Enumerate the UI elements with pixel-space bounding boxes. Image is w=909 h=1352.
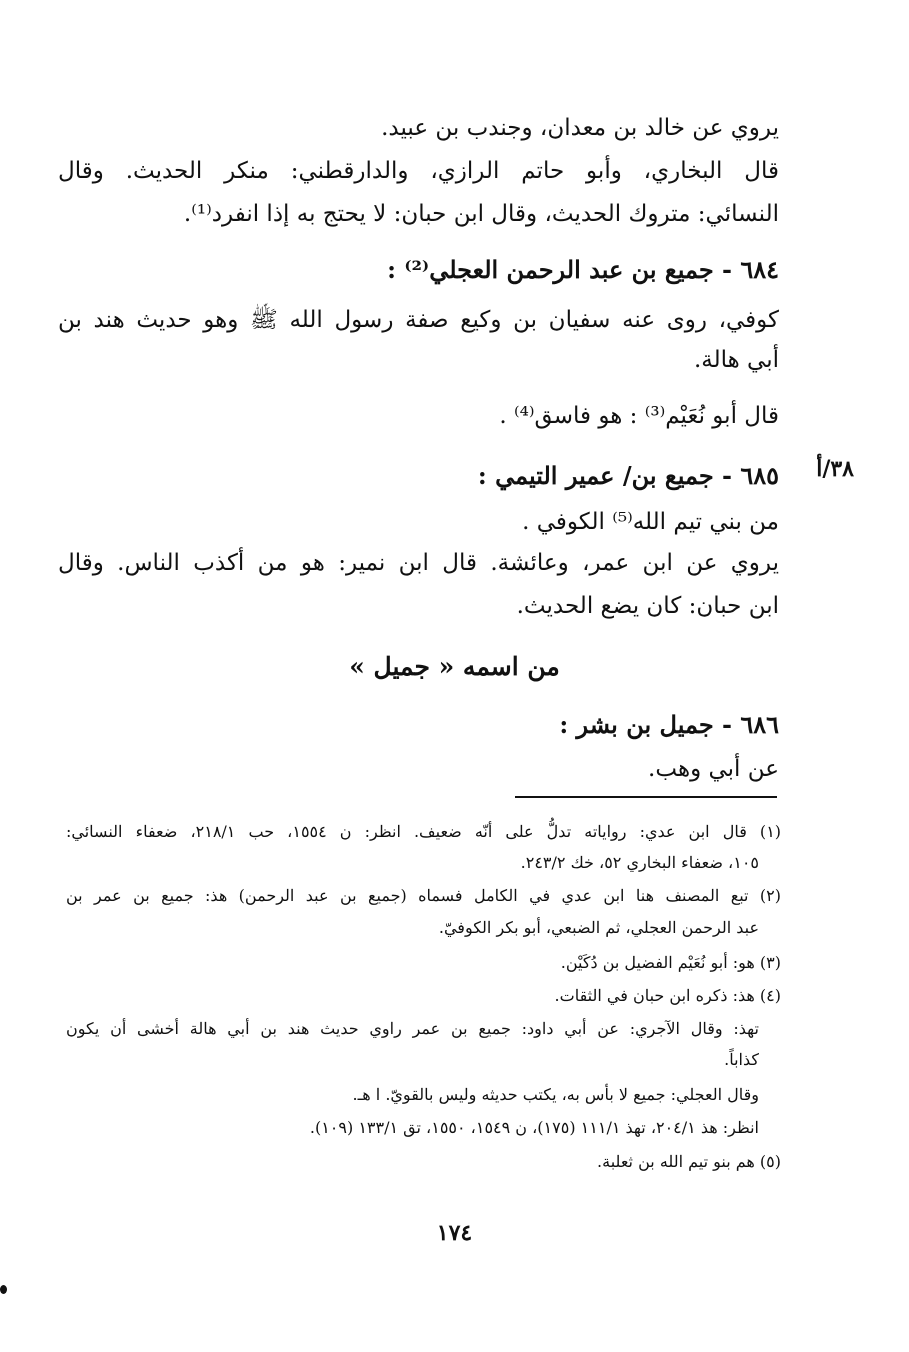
body-line-10: يروي عن ابن عمر، وعائشة. قال ابن نمير: هو من أكذب الناس. وقال	[58, 550, 779, 576]
footnote-line-6: (٤) هذ: ذكره ابن حبان في الثقات.	[554, 986, 781, 1005]
page-number: ١٧٤	[436, 1220, 473, 1246]
footnote-line-3: (٢) تبع المصنف هنا ابن عدي في الكامل فسماه (جميع بن عبد الرحمن) هذ: جميع بن عمر بن	[66, 886, 781, 905]
scan-speck	[0, 1285, 7, 1294]
footnote-line-2: ١٠٥، ضعفاء البخاري ٥٢، خك ٢٤٣/٢.	[520, 853, 759, 872]
footnote-line-8: كذاباً.	[724, 1050, 759, 1069]
section-heading: من اسمه « جميل »	[349, 652, 560, 681]
entry-686-heading: ٦٨٦ - جميل بن بشر :	[559, 710, 779, 739]
footnote-line-10: انظر: هذ ٢٠٤/١، تهذ ١١١/١ (١٧٥)، ن ١٥٤٩، ١٥٥٠، تق ١٣٣/١ (١٠٩).	[309, 1118, 759, 1137]
footnote-line-9: وقال العجلي: جميع لا بأس به، يكتب حديثه وليس بالقويّ. ا هـ.	[352, 1085, 759, 1104]
footnote-line-1: (١) قال ابن عدي: رواياته تدلُّ على أنّه ضعيف. انظر: ن ١٥٥٤، حب ٢١٨/١، ضعفاء النسائي:	[66, 822, 782, 841]
body-line-1: يروي عن خالد بن معدان، وجندب بن عبيد.	[381, 115, 779, 141]
manuscript-folio-note: ٣٨/أ	[816, 456, 854, 482]
footnote-line-4: عبد الرحمن العجلي، ثم الضبعي، أبو بكر الكوفيّ.	[438, 918, 759, 937]
body-line-11: ابن حبان: كان يضع الحديث.	[516, 593, 779, 619]
body-line-6: أبي هالة.	[693, 347, 779, 373]
entry-685-heading: ٦٨٥ - جميع بن/ عمير التيمي :	[477, 461, 779, 490]
footnote-line-7: تهذ: وقال الآجري: عن أبي داود: جميع بن عمر راوي حديث هند بن أبي هالة أخشى أن يكون	[66, 1019, 759, 1038]
footnote-divider	[515, 796, 777, 798]
body-line-13: عن أبي وهب.	[648, 756, 779, 782]
footnote-line-5: (٣) هو: أبو نُعَيْم الفضيل بن دُكَيْن.	[560, 953, 781, 972]
body-line-7: قال أبو نُعَيْم⁽³⁾ : هو فاسق⁽⁴⁾ .	[499, 403, 779, 429]
body-line-9: من بني تيم الله⁽⁵⁾ الكوفي .	[522, 509, 779, 535]
footnote-line-11: (٥) هم بنو تيم الله بن ثعلبة.	[597, 1152, 781, 1171]
entry-684-heading: ٦٨٤ - جميع بن عبد الرحمن العجلي⁽²⁾ :	[387, 255, 779, 284]
body-line-2: قال البخاري، وأبو حاتم الرازي، والدارقطني: منكر الحديث. وقال	[58, 158, 779, 184]
body-line-3: النسائي: متروك الحديث، وقال ابن حبان: لا يحتج به إذا انفرد⁽¹⁾.	[183, 201, 779, 227]
body-line-5: كوفي، روى عنه سفيان بن وكيع صفة رسول الله ﷺ وهو حديث هند بن	[58, 307, 779, 333]
